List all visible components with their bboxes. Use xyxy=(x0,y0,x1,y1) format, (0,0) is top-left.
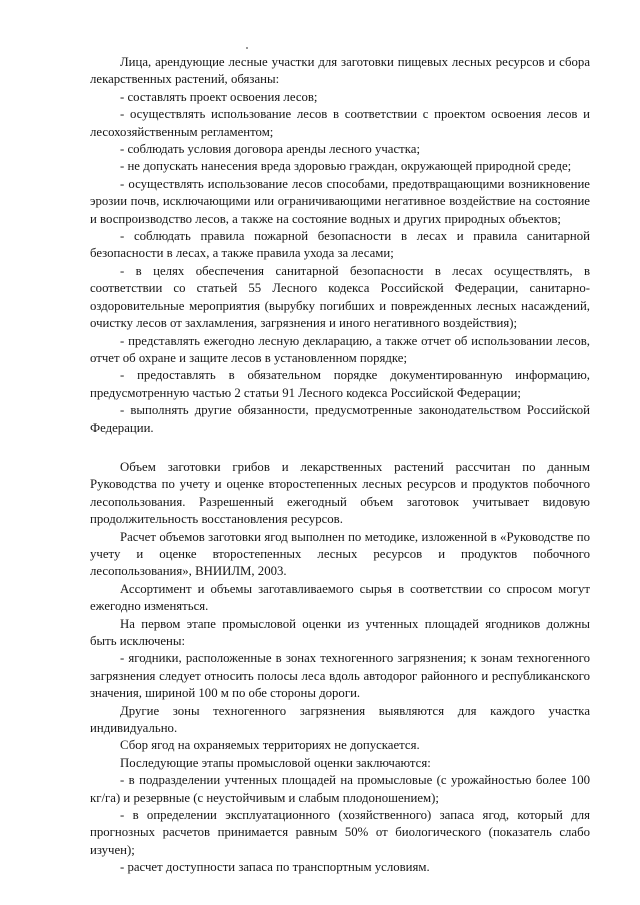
pollution-item: - ягодники, расположенные в зонах техногенного загрязнения; к зонам техногенного загрязнения следует относить полосы леса вдоль автодорог районного и республиканского значения, шириной 100 м по обе стороны дороги. xyxy=(90,651,590,701)
stage-item: - расчет доступности запаса по транспортным условиям. xyxy=(120,860,430,875)
duty-item: - соблюдать правила пожарной безопасности в лесах и правила санитарной безопасности в лесах, а также правила ухода за лесами; xyxy=(90,229,590,261)
duty-item: - не допускать нанесения вреда здоровью граждан, окружающей природной среде; xyxy=(120,159,572,174)
duty-item: - осуществлять использование лесов способами, предотвращающими возникновение эрозии почв, исключающими или ограничивающими негативное воздействие на состояние и воспроизводство лесов, а также на состояние водных и других природных объектов; xyxy=(90,176,590,226)
duty-item: - составлять проект освоения лесов; xyxy=(120,89,318,104)
duty-item: - в целях обеспечения санитарной безопасности в лесах осуществлять, в соответствии со статьей 55 Лесного кодекса Российской Федерации, санитарно-оздоровительные мероприятия (вырубку погибших и поврежденных лесных насаждений, очистку лесов от захламления, загрязнения и иного негативного воздействия); xyxy=(90,263,590,331)
other-zones-paragraph: Другие зоны техногенного загрязнения выявляются для каждого участка индивидуально. xyxy=(90,703,590,736)
intro-paragraph: Лица, арендующие лесные участки для заготовки пищевых лесных ресурсов и сбора лекарственных растений, обязаны: xyxy=(90,55,590,87)
paragraph-gap xyxy=(90,437,590,459)
protected-paragraph: Сбор ягод на охраняемых территориях не допускается. xyxy=(120,738,420,753)
duty-item: - соблюдать условия договора аренды лесного участка; xyxy=(120,142,421,157)
method-paragraph: Расчет объемов заготовки ягод выполнен по методике, изложенной в «Руководстве по учету и оценке второстепенных лесных ресурсов и продуктов побочного лесопользования», ВНИИЛМ, 2003. xyxy=(90,529,590,579)
next-stages-paragraph: Последующие этапы промысловой оценки заключаются: xyxy=(120,755,431,770)
volume-paragraph: Объем заготовки грибов и лекарственных растений рассчитан по данным Руководства по учету и оценке второстепенных лесных ресурсов и продуктов побочного лесопользования. Разрешенный ежегодный объем заготовок учитывает видовую продолжительность восстановления ресурсов. xyxy=(90,459,590,527)
duty-item: - осуществлять использование лесов в соответствии с проектом освоения лесов и лесохозяйственным регламентом; xyxy=(90,107,590,139)
stage-item: - в определении эксплуатационного (хозяйственного) запаса ягод, который для прогнозных расчетов принимается равным 50% от биологического (показатель слабо изучен); xyxy=(90,808,590,857)
duty-item: - представлять ежегодно лесную декларацию, а также отчет об использовании лесов, отчет об охране и защите лесов в установленном порядке; xyxy=(90,333,590,365)
document-body xyxy=(90,54,590,877)
first-stage-paragraph: На первом этапе промысловой оценки из учтенных площадей ягодников должны быть исключены: xyxy=(90,616,590,648)
duty-item: - выполнять другие обязанности, предусмотренные законодательством Российской Федерации. xyxy=(90,403,590,435)
duty-item: - предоставлять в обязательном порядке документированную информацию, предусмотренную частью 2 статьи 91 Лесного кодекса Российской Федерации; xyxy=(90,368,590,400)
stage-item: - в подразделении учтенных площадей на промысловые (с урожайностью более 100 кг/га) и резервные (с неустойчивым и слабым плодоношением); xyxy=(90,773,590,805)
assortment-paragraph: Ассортимент и объемы заготавливаемого сырья в соответствии со спросом могут ежегодно изменяться. xyxy=(90,581,590,614)
scan-speck xyxy=(246,47,248,49)
